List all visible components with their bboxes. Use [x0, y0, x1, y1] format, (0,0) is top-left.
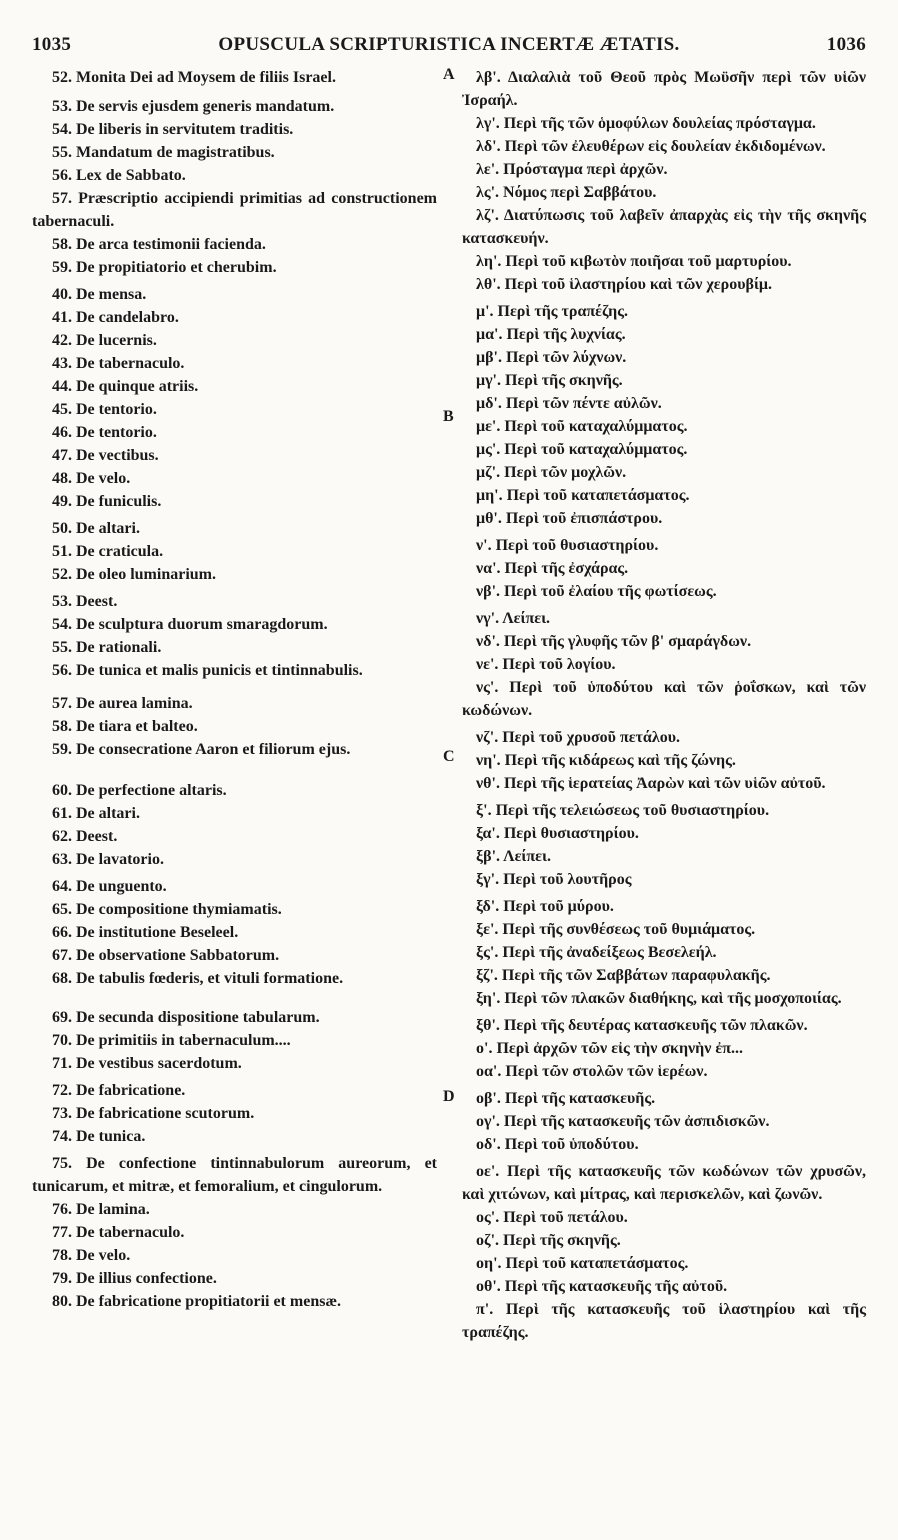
latin-entry: 49. De funiculis.: [52, 493, 162, 510]
greek-entry: μβ'. Περὶ τῶν λύχνων.: [476, 349, 627, 366]
greek-entry: ξδ'. Περὶ τοῦ μύρου.: [476, 898, 614, 915]
latin-entry: 62. Deest.: [52, 828, 118, 845]
latin-entry: 80. De fabricatione propitiatorii et mensæ.: [52, 1293, 341, 1310]
greek-entry: λη'. Περὶ τοῦ κιβωτὸν ποιῆσαι τοῦ μαρτυρίου.: [476, 253, 792, 270]
greek-entry: νη'. Περὶ τῆς κιδάρεως καὶ τῆς ζώνης.: [476, 752, 736, 769]
latin-entry: 58. De arca testimonii facienda.: [52, 236, 266, 253]
greek-entry: οα'. Περὶ τῶν στολῶν τῶν ἱερέων.: [476, 1063, 708, 1080]
greek-entry: λθ'. Περὶ τοῦ ἱλαστηρίου καὶ τῶν χερουβίμ.: [476, 276, 772, 293]
greek-entry: ν'. Περὶ τοῦ θυσιαστηρίου.: [476, 537, 659, 554]
greek-entry: λγ'. Περὶ τῆς τῶν ὁμοφύλων δουλείας πρόσταγμα.: [476, 115, 816, 132]
latin-entry: 53. Deest.: [52, 593, 118, 610]
greek-entry: οδ'. Περὶ τοῦ ὑποδύτου.: [476, 1136, 639, 1153]
greek-entry: να'. Περὶ τῆς ἐσχάρας.: [476, 560, 629, 577]
greek-entry: νε'. Περὶ τοῦ λογίου.: [476, 656, 616, 673]
greek-entry: με'. Περὶ τοῦ καταχαλύμματος.: [476, 418, 688, 435]
latin-entry: 42. De lucernis.: [52, 332, 157, 349]
greek-entry: ξθ'. Περὶ τῆς δευτέρας κατασκευῆς τῶν πλακῶν.: [476, 1017, 808, 1034]
latin-entry: 73. De fabricatione scutorum.: [52, 1105, 255, 1122]
latin-entry: 67. De observatione Sabbatorum.: [52, 947, 280, 964]
latin-entry: 46. De tentorio.: [52, 424, 157, 441]
latin-column: [32, 66, 437, 1313]
latin-entry: 68. De tabulis fœderis, et vituli formatione.: [52, 970, 344, 987]
column-marker-c: C: [443, 748, 455, 765]
latin-entry: 51. De craticula.: [52, 543, 164, 560]
latin-entry: 53. De servis ejusdem generis mandatum.: [52, 98, 335, 115]
greek-entry: μδ'. Περὶ τῶν πέντε αὐλῶν.: [476, 395, 662, 412]
latin-entry: 48. De velo.: [52, 470, 131, 487]
greek-entry: νς'. Περὶ τοῦ ὑποδύτου καὶ τῶν ῥοΐσκων, καὶ τῶν κωδώνων.: [462, 679, 866, 719]
latin-entry: 47. De vectibus.: [52, 447, 159, 464]
column-marker-a: A: [443, 66, 455, 83]
latin-entry: 54. De liberis in servitutem traditis.: [52, 121, 294, 138]
latin-entry: 52. Monita Dei ad Moysem de filiis Israel.: [52, 69, 336, 86]
greek-entry: ξβ'. Λείπει.: [476, 848, 551, 865]
greek-entry: μζ'. Περὶ τῶν μοχλῶν.: [476, 464, 627, 481]
latin-entry: 70. De primitiis in tabernaculum....: [52, 1032, 291, 1049]
latin-entry: 79. De illius confectione.: [52, 1270, 217, 1287]
column-marker-d: D: [443, 1088, 455, 1105]
latin-entry: 55. Mandatum de magistratibus.: [52, 144, 275, 161]
column-marker-b: B: [443, 408, 454, 425]
latin-entry: 58. De tiara et balteo.: [52, 718, 198, 735]
latin-entry: 52. De oleo luminarium.: [52, 566, 216, 583]
latin-entry: 56. De tunica et malis punicis et tintinnabulis.: [52, 662, 363, 679]
greek-entry: μα'. Περὶ τῆς λυχνίας.: [476, 326, 626, 343]
latin-entry: 64. De unguento.: [52, 878, 167, 895]
running-title: OPUSCULA SCRIPTURISTICA INCERTÆ ÆTATIS.: [218, 34, 680, 55]
greek-entry: λζ'. Διατύπωσις τοῦ λαβεῖν ἀπαρχὰς εἰς τὴν τῆς σκηνῆς κατασκευήν.: [462, 207, 866, 247]
latin-entry: 54. De sculptura duorum smaragdorum.: [52, 616, 328, 633]
greek-entry: ξγ'. Περὶ τοῦ λουτῆρος: [476, 871, 632, 888]
latin-entry: 43. De tabernaculo.: [52, 355, 185, 372]
greek-entry: λδ'. Περὶ τῶν ἐλευθέρων εἰς δουλείαν ἐκδιδομένων.: [476, 138, 826, 155]
latin-entry: 41. De candelabro.: [52, 309, 179, 326]
greek-entry: νδ'. Περὶ τῆς γλυφῆς τῶν β' σμαράγδων.: [476, 633, 752, 650]
greek-entry: ογ'. Περὶ τῆς κατασκευῆς τῶν ἀσπιδισκῶν.: [476, 1113, 770, 1130]
latin-entry: 50. De altari.: [52, 520, 140, 537]
greek-entry: μς'. Περὶ τοῦ καταχαλύμματος.: [476, 441, 688, 458]
greek-entry: μ'. Περὶ τῆς τραπέζης.: [476, 303, 628, 320]
latin-entry: 69. De secunda dispositione tabularum.: [52, 1009, 320, 1026]
latin-entry: 59. De consecratione Aaron et filiorum ejus.: [52, 741, 351, 758]
greek-entry: οθ'. Περὶ τῆς κατασκευῆς τῆς αὐτοῦ.: [476, 1278, 728, 1295]
greek-entry: ξη'. Περὶ τῶν πλακῶν διαθήκης, καὶ τῆς μοσχοποιίας.: [476, 990, 842, 1007]
latin-entry: 40. De mensa.: [52, 286, 147, 303]
greek-entry: ο'. Περὶ ἀρχῶν τῶν εἰς τὴν σκηνὴν ἐπ...: [476, 1040, 744, 1057]
greek-entry: λβ'. Διαλαλιὰ τοῦ Θεοῦ πρὸς Μωϋσῆν περὶ τῶν υἱῶν Ἰσραήλ.: [462, 69, 866, 109]
greek-entry: ξα'. Περὶ θυσιαστηρίου.: [476, 825, 639, 842]
latin-entry: 44. De quinque atriis.: [52, 378, 199, 395]
greek-entry: λς'. Νόμος περὶ Σαββάτου.: [476, 184, 657, 201]
greek-entry: ξε'. Περὶ τῆς συνθέσεως τοῦ θυμιάματος.: [476, 921, 756, 938]
latin-entry: 45. De tentorio.: [52, 401, 157, 418]
latin-entry: 72. De fabricatione.: [52, 1082, 186, 1099]
greek-entry: οζ'. Περὶ τῆς σκηνῆς.: [476, 1232, 621, 1249]
latin-entry: 78. De velo.: [52, 1247, 131, 1264]
greek-entry: νζ'. Περὶ τοῦ χρυσοῦ πετάλου.: [476, 729, 681, 746]
greek-entry: ος'. Περὶ τοῦ πετάλου.: [476, 1209, 628, 1226]
latin-entry: 75. De confectione tintinnabulorum aureorum, et tunicarum, et mitræ, et femoralium, et cingulorum.: [32, 1155, 437, 1195]
greek-entry: ξζ'. Περὶ τῆς τῶν Σαββάτων παραφυλακῆς.: [476, 967, 771, 984]
greek-entry: μη'. Περὶ τοῦ καταπετάσματος.: [476, 487, 690, 504]
greek-entry: λε'. Πρόσταγμα περὶ ἀρχῶν.: [476, 161, 668, 178]
page-number-right: 1036: [826, 34, 866, 55]
greek-entry: νγ'. Λείπει.: [476, 610, 551, 627]
greek-entry: οη'. Περὶ τοῦ καταπετάσματος.: [476, 1255, 689, 1272]
greek-entry: π'. Περὶ τῆς κατασκευῆς τοῦ ἱλαστηρίου καὶ τῆς τραπέζης.: [462, 1301, 866, 1341]
latin-entry: 60. De perfectione altaris.: [52, 782, 227, 799]
latin-entry: 57. De aurea lamina.: [52, 695, 193, 712]
latin-entry: 74. De tunica.: [52, 1128, 146, 1145]
latin-entry: 71. De vestibus sacerdotum.: [52, 1055, 242, 1072]
greek-entry: οβ'. Περὶ τῆς κατασκευῆς.: [476, 1090, 656, 1107]
greek-entry: ξ'. Περὶ τῆς τελειώσεως τοῦ θυσιαστηρίου.: [476, 802, 770, 819]
greek-entry: μθ'. Περὶ τοῦ ἐπισπάστρου.: [476, 510, 663, 527]
page-number-left: 1035: [32, 34, 72, 55]
greek-entry: νθ'. Περὶ τῆς ἱερατείας Ἀαρὼν καὶ τῶν υἱῶν αὐτοῦ.: [476, 775, 826, 792]
latin-entry: 59. De propitiatorio et cherubim.: [52, 259, 277, 276]
greek-entry: οε'. Περὶ τῆς κατασκευῆς τῶν κωδώνων τῶν χρυσῶν, καὶ χιτώνων, καὶ μίτρας, καὶ περισκελῶν, καὶ ζωνῶν.: [462, 1163, 866, 1203]
greek-column: [462, 66, 866, 1344]
latin-entry: 76. De lamina.: [52, 1201, 150, 1218]
latin-entry: 55. De rationali.: [52, 639, 162, 656]
latin-entry: 66. De institutione Beseleel.: [52, 924, 239, 941]
latin-entry: 63. De lavatorio.: [52, 851, 164, 868]
greek-entry: ξς'. Περὶ τῆς ἀναδείξεως Βεσελεήλ.: [476, 944, 717, 961]
latin-entry: 65. De compositione thymiamatis.: [52, 901, 282, 918]
greek-entry: μγ'. Περὶ τῆς σκηνῆς.: [476, 372, 623, 389]
latin-entry: 56. Lex de Sabbato.: [52, 167, 186, 184]
latin-entry: 77. De tabernaculo.: [52, 1224, 185, 1241]
latin-entry: 61. De altari.: [52, 805, 140, 822]
page-header: [32, 30, 866, 60]
greek-entry: νβ'. Περὶ τοῦ ἐλαίου τῆς φωτίσεως.: [476, 583, 717, 600]
latin-entry: 57. Præscriptio accipiendi primitias ad constructionem tabernaculi.: [32, 190, 437, 230]
